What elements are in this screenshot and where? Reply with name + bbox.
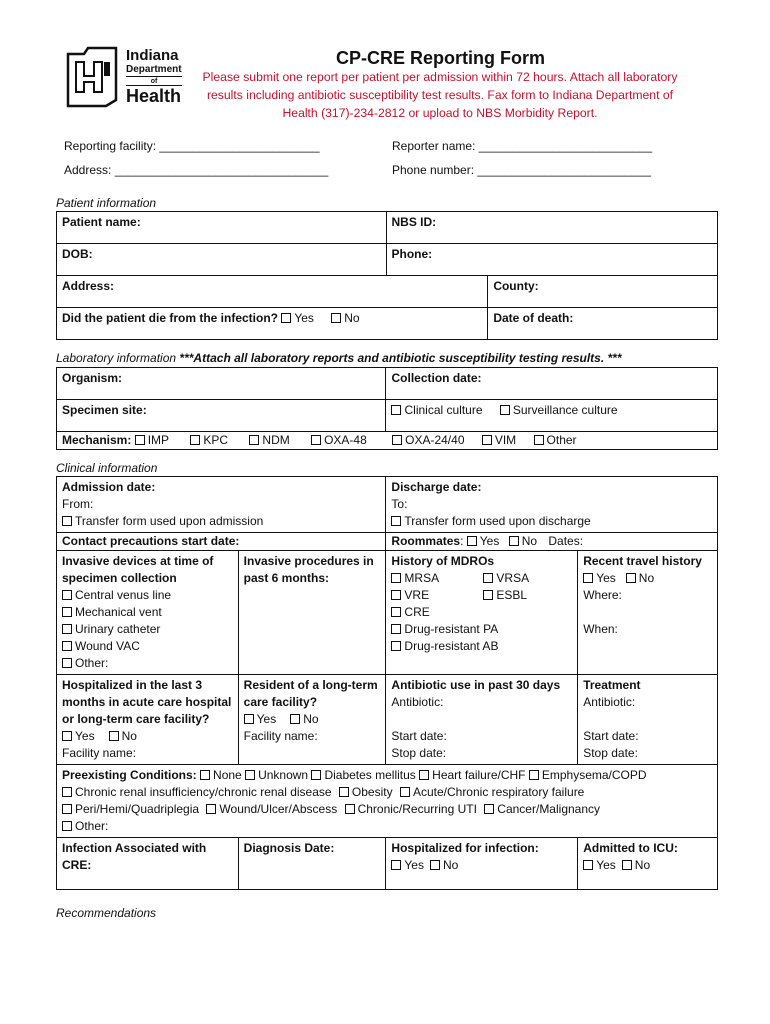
ltc-yes-label: Yes xyxy=(256,712,277,726)
mdro-history-label: History of MDROs xyxy=(391,554,495,568)
mechanism-kpc-label: KPC xyxy=(203,433,229,447)
transfer-admission-checkbox[interactable] xyxy=(62,516,72,526)
patient-phone-label: Phone: xyxy=(391,247,433,261)
mdro-ab-label: Drug-resistant AB xyxy=(404,639,499,653)
cond-renal-label: Chronic renal insufficiency/chronic renal disease xyxy=(75,785,332,799)
cond-copd-checkbox[interactable] xyxy=(529,770,539,780)
travel-no-label: No xyxy=(638,571,655,585)
mechanism-label: Mechanism: xyxy=(62,433,132,447)
mdro-ab-checkbox[interactable] xyxy=(391,641,401,651)
antibiotic-use-question: Antibiotic use in past 30 days xyxy=(391,678,561,692)
treatment-stop-label[interactable]: Stop date: xyxy=(583,746,638,760)
patient-table xyxy=(56,211,718,340)
diagnosis-date-cell[interactable] xyxy=(238,838,386,890)
roommates-label: Roommates xyxy=(391,534,461,548)
device-other-label: Other: xyxy=(75,656,109,670)
treatment-label: Treatment xyxy=(583,678,641,692)
mechanism-ndm-label: NDM xyxy=(262,433,290,447)
mdro-esbl-checkbox[interactable] xyxy=(483,590,493,600)
mechanism-vim-checkbox[interactable] xyxy=(482,435,492,445)
icu-yes-label: Yes xyxy=(596,858,616,872)
cond-respiratory-checkbox[interactable] xyxy=(400,787,410,797)
patient-address-label: Address: xyxy=(62,279,115,293)
device-catheter-checkbox[interactable] xyxy=(62,624,72,634)
cond-uti-label: Chronic/Recurring UTI xyxy=(357,802,477,816)
infection-assoc-cell[interactable] xyxy=(57,838,239,890)
hosp-infection-no-label: No xyxy=(442,858,459,872)
roommates-no-label: No xyxy=(521,534,538,548)
hosp-infection-yes-checkbox[interactable] xyxy=(391,860,401,870)
device-catheter-label: Urinary catheter xyxy=(75,622,161,636)
diagnosis-date-label: Diagnosis Date: xyxy=(243,841,335,855)
cond-none-checkbox[interactable] xyxy=(200,770,210,780)
died-yes-label: Yes xyxy=(294,311,314,325)
mdro-pa-label: Drug-resistant PA xyxy=(404,622,499,636)
clinical-culture-checkbox[interactable] xyxy=(391,405,401,415)
cond-wound-label: Wound/Ulcer/Abscess xyxy=(219,802,338,816)
hospitalized-cell xyxy=(57,675,239,765)
cond-renal-checkbox[interactable] xyxy=(62,787,72,797)
nbs-id-label: NBS ID: xyxy=(391,215,437,229)
antibiotic-stop-label[interactable]: Stop date: xyxy=(391,746,447,760)
lab-attach-note: ***Attach all laboratory reports and antibiotic susceptibility testing results. *** xyxy=(179,351,622,365)
logo-line4: Health xyxy=(126,86,182,106)
ltc-no-checkbox[interactable] xyxy=(290,714,300,724)
ltc-resident-cell xyxy=(238,675,386,765)
collection-date-cell[interactable] xyxy=(386,368,718,400)
cond-plegia-label: Peri/Hemi/Quadriplegia xyxy=(75,802,200,816)
logo-line3: of xyxy=(126,78,182,86)
contact-precautions-cell[interactable] xyxy=(57,533,386,551)
mechanism-other-label: Other xyxy=(546,433,577,447)
discharge-cell[interactable] xyxy=(386,477,718,533)
to-label: To: xyxy=(391,497,408,511)
cond-cancer-checkbox[interactable] xyxy=(484,804,494,814)
died-no-checkbox[interactable] xyxy=(331,313,341,323)
preexisting-label: Preexisting Conditions: xyxy=(62,768,197,782)
logo-line2: Department xyxy=(126,64,182,75)
surveillance-culture-checkbox[interactable] xyxy=(500,405,510,415)
mechanism-cell xyxy=(57,432,718,450)
mechanism-imp-checkbox[interactable] xyxy=(135,435,145,445)
died-no-label: No xyxy=(344,311,360,325)
patient-section-label: Patient information xyxy=(56,196,157,210)
device-wound-vac-label: Wound VAC xyxy=(75,639,140,653)
dob-cell[interactable] xyxy=(57,244,387,276)
cond-chf-label: Heart failure/CHF xyxy=(432,768,526,782)
icu-no-checkbox[interactable] xyxy=(622,860,632,870)
mdro-mrsa-label: MRSA xyxy=(404,571,440,585)
cond-obesity-label: Obesity xyxy=(351,785,393,799)
transfer-discharge-label: Transfer form used upon discharge xyxy=(404,514,591,528)
hosp-infection-yes-label: Yes xyxy=(404,858,424,872)
hospital-facility-name-label[interactable]: Facility name: xyxy=(62,746,137,760)
county-label: County: xyxy=(493,279,539,293)
death-date-cell[interactable] xyxy=(488,308,718,340)
hospitalized-no-label: No xyxy=(121,729,137,743)
travel-no-checkbox[interactable] xyxy=(626,573,636,583)
cond-diabetes-checkbox[interactable] xyxy=(311,770,321,780)
roommates-no-checkbox[interactable] xyxy=(509,536,519,546)
reporting-facility-field[interactable]: Reporting facility: ________________________ xyxy=(64,139,320,153)
mechanism-oxa48-label: OXA-48 xyxy=(324,433,367,447)
recommendations-label: Recommendations xyxy=(56,906,157,920)
treatment-cell xyxy=(578,675,718,765)
hospitalized-no-checkbox[interactable] xyxy=(109,731,119,741)
mechanism-kpc-checkbox[interactable] xyxy=(190,435,200,445)
idoh-logo xyxy=(64,46,192,110)
death-date-label: Date of death: xyxy=(493,311,574,325)
roommates-dates-label: Dates: xyxy=(548,534,584,548)
collection-date-label: Collection date: xyxy=(391,371,482,385)
cond-none-label: None xyxy=(213,768,242,782)
specimen-site-label: Specimen site: xyxy=(62,403,147,417)
mechanism-vim-label: VIM xyxy=(494,433,517,447)
hosp-infection-no-checkbox[interactable] xyxy=(430,860,440,870)
infection-assoc-label: Infection Associated with CRE: xyxy=(62,841,207,872)
from-label: From: xyxy=(62,497,94,511)
indiana-state-icon xyxy=(64,46,124,110)
lab-section-label: Laboratory information xyxy=(56,351,177,365)
roommates-cell: Roommates: Yes No Dates: xyxy=(386,533,718,551)
surveillance-culture-label: Surveillance culture xyxy=(512,403,618,417)
cond-wound-checkbox[interactable] xyxy=(206,804,216,814)
hospitalized-question: Hospitalized in the last 3 months in acute care hospital or long-term care facility? xyxy=(62,678,232,726)
cond-uti-checkbox[interactable] xyxy=(345,804,355,814)
died-question: Did the patient die from the infection? xyxy=(62,311,278,325)
logo-line1: Indiana xyxy=(126,47,179,64)
device-other-checkbox[interactable] xyxy=(62,658,72,668)
culture-type-cell xyxy=(386,400,718,432)
hosp-infection-label: Hospitalized for infection: xyxy=(391,841,539,855)
mdro-esbl-label: ESBL xyxy=(496,588,528,602)
icu-cell xyxy=(578,838,718,890)
travel-yes-label: Yes xyxy=(596,571,616,585)
reporter-name-field[interactable]: Reporter name: __________________________ xyxy=(392,139,653,153)
lab-table xyxy=(56,367,718,450)
dob-label: DOB: xyxy=(62,247,93,261)
lab-section-heading xyxy=(56,351,622,365)
cond-obesity-checkbox[interactable] xyxy=(339,787,349,797)
mdro-pa-checkbox[interactable] xyxy=(391,624,401,634)
cond-diabetes-label: Diabetes mellitus xyxy=(324,768,416,782)
roommates-yes-checkbox[interactable] xyxy=(467,536,477,546)
cond-cancer-label: Cancer/Malignancy xyxy=(497,802,601,816)
cond-unknown-checkbox[interactable] xyxy=(245,770,255,780)
treatment-antibiotic-label[interactable]: Antibiotic: xyxy=(583,695,636,709)
organism-cell[interactable] xyxy=(57,368,386,400)
invasive-devices-label: Invasive devices at time of specimen collection xyxy=(62,554,214,585)
travel-yes-checkbox[interactable] xyxy=(583,573,593,583)
transfer-admission-label: Transfer form used upon admission xyxy=(75,514,264,528)
mechanism-oxa2440-label: OXA-24/40 xyxy=(405,433,465,447)
county-cell[interactable] xyxy=(488,276,718,308)
travel-history-label: Recent travel history xyxy=(583,554,702,568)
icu-label: Admitted to ICU: xyxy=(583,841,678,855)
treatment-start-label[interactable]: Start date: xyxy=(583,729,639,743)
roommates-yes-label: Yes xyxy=(479,534,500,548)
device-vent-label: Mechanical vent xyxy=(75,605,162,619)
hospitalized-yes-label: Yes xyxy=(75,729,95,743)
ltc-resident-question: Resident of a long-term care facility? xyxy=(243,678,378,709)
patient-name-label: Patient name: xyxy=(62,215,141,229)
mechanism-oxa48-checkbox[interactable] xyxy=(311,435,321,445)
cond-unknown-label: Unknown xyxy=(258,768,309,782)
cond-copd-label: Emphysema/COPD xyxy=(541,768,647,782)
transfer-discharge-checkbox[interactable] xyxy=(391,516,401,526)
discharge-date-label: Discharge date: xyxy=(391,480,482,494)
travel-history-cell xyxy=(578,551,718,675)
mdro-cre-label: CRE xyxy=(404,605,430,619)
hospitalized-yes-checkbox[interactable] xyxy=(62,731,72,741)
cond-plegia-checkbox[interactable] xyxy=(62,804,72,814)
antibiotic-label[interactable]: Antibiotic: xyxy=(391,695,444,709)
device-vent-checkbox[interactable] xyxy=(62,607,72,617)
specimen-site-cell[interactable] xyxy=(57,400,386,432)
ltc-facility-name-label[interactable]: Facility name: xyxy=(243,729,318,743)
preexisting-conditions-cell xyxy=(57,765,718,838)
mdro-vre-label: VRE xyxy=(404,588,430,602)
clinical-culture-label: Clinical culture xyxy=(404,403,483,417)
mdro-vrsa-checkbox[interactable] xyxy=(483,573,493,583)
patient-address-cell[interactable] xyxy=(57,276,488,308)
mechanism-oxa2440-checkbox[interactable] xyxy=(392,435,402,445)
cond-other-label: Other: xyxy=(75,819,109,833)
mdro-history-cell xyxy=(386,551,578,675)
cond-other-checkbox[interactable] xyxy=(62,821,72,831)
cond-chf-checkbox[interactable] xyxy=(419,770,429,780)
travel-where-label[interactable]: Where: xyxy=(583,588,622,602)
died-yes-checkbox[interactable] xyxy=(281,313,291,323)
phone-number-field[interactable]: Phone number: __________________________ xyxy=(392,163,651,177)
invasive-procedures-cell[interactable] xyxy=(238,551,386,675)
clinical-table xyxy=(56,476,718,890)
device-wound-vac-checkbox[interactable] xyxy=(62,641,72,651)
admission-date-label: Admission date: xyxy=(62,480,156,494)
antibiotic-start-label[interactable]: Start date: xyxy=(391,729,447,743)
mdro-cre-checkbox[interactable] xyxy=(391,607,401,617)
admission-cell[interactable] xyxy=(57,477,386,533)
invasive-procedures-label: Invasive procedures in past 6 months: xyxy=(243,554,374,585)
form-title: CP-CRE Reporting Form xyxy=(336,48,545,68)
mechanism-imp-label: IMP xyxy=(147,433,170,447)
icu-no-label: No xyxy=(634,858,651,872)
travel-when-label[interactable]: When: xyxy=(583,622,618,636)
hosp-infection-cell xyxy=(386,838,578,890)
antibiotic-use-cell xyxy=(386,675,578,765)
invasive-devices-cell xyxy=(57,551,239,675)
ltc-yes-checkbox[interactable] xyxy=(244,714,254,724)
ltc-no-label: No xyxy=(303,712,319,726)
mechanism-other-checkbox[interactable] xyxy=(534,435,544,445)
device-central-line-label: Central venus line xyxy=(75,588,172,602)
nbs-id-cell[interactable] xyxy=(386,212,718,244)
died-question-cell xyxy=(57,308,488,340)
form-instructions: Please submit one report per patient per admission within 72 hours. Attach all laboratory results including antibiotic susceptibility test results. Fax form to Indiana Department of Health (317)-234-2812 or upload to NBS Morbidity Report. xyxy=(202,70,678,120)
address-field[interactable]: Address: ________________________________ xyxy=(64,163,329,177)
mechanism-ndm-checkbox[interactable] xyxy=(249,435,259,445)
mdro-vrsa-label: VRSA xyxy=(496,571,530,585)
cond-respiratory-label: Acute/Chronic respiratory failure xyxy=(412,785,585,799)
icu-yes-checkbox[interactable] xyxy=(583,860,593,870)
mdro-mrsa-checkbox[interactable] xyxy=(391,573,401,583)
patient-phone-cell[interactable] xyxy=(386,244,718,276)
mdro-vre-checkbox[interactable] xyxy=(391,590,401,600)
patient-name-cell[interactable] xyxy=(57,212,387,244)
organism-label: Organism: xyxy=(62,371,123,385)
device-central-line-checkbox[interactable] xyxy=(62,590,72,600)
clinical-section-label: Clinical information xyxy=(56,461,158,475)
contact-precautions-label: Contact precautions start date: xyxy=(62,534,240,548)
